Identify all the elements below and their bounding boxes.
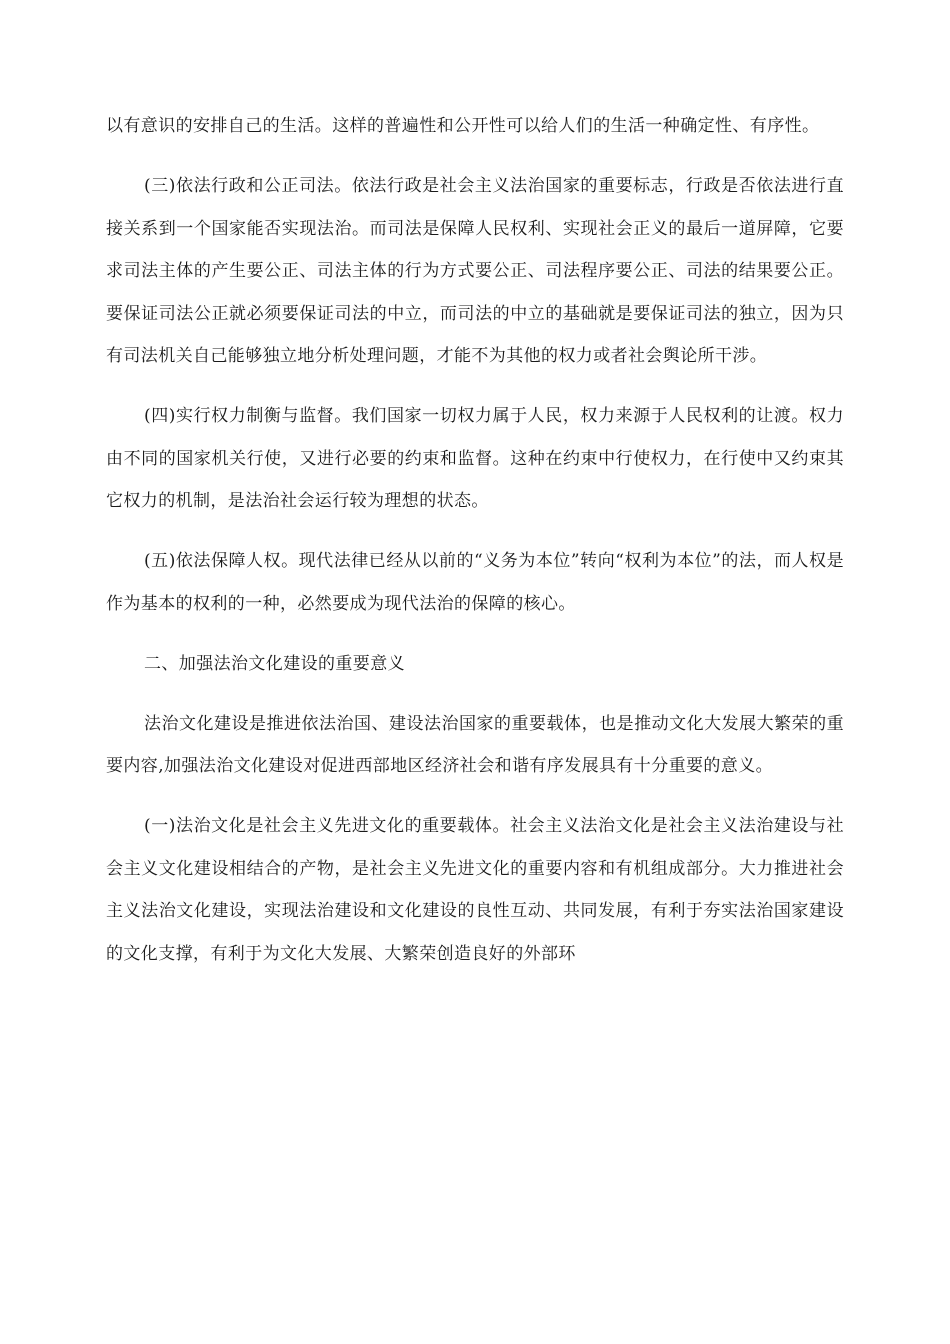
paragraph-section-4: (四)实行权力制衡与监督。我们国家一切权力属于人民，权力来源于人民权利的让渡。权力由不同的国家机关行使，又进行必要的约束和监督。这种在约束中行使权力，在行使中又约束其它权力的机制，是法治社会运行较为理想的状态。 (106, 406, 844, 511)
paragraph-continued: 以有意识的安排自己的生活。这样的普遍性和公开性可以给人们的生活一种确定性、有序性。 (106, 116, 820, 136)
paragraph-section-3: (三)依法行政和公正司法。依法行政是社会主义法治国家的重要标志，行政是否依法进行直接关系到一个国家能否实现法治。而司法是保障人民权利、实现社会正义的最后一道屏障，它要求司法主体的产生要公正、司法主体的行为方式要公正、司法程序要公正、司法的结果要公正。要保证司法公正就必须要保证司法的中立，而司法的中立的基础就是要保证司法的独立，因为只有司法机关自己能够独立地分析处理问题，才能不为其他的权力或者社会舆论所干涉。 (106, 176, 844, 366)
paragraph-section-5: (五)依法保障人权。现代法律已经从以前的“义务为本位”转向“权利为本位”的法，而人权是作为基本的权利的一种，必然要成为现代法治的保障的核心。 (106, 551, 844, 614)
section-heading: 二、加强法治文化建设的重要意义 (144, 653, 405, 674)
document-body (106, 105, 844, 993)
paragraph-subsection-1: (一)法治文化是社会主义先进文化的重要载体。社会主义法治文化是社会主义法治建设与社会主义文化建设相结合的产物，是社会主义先进文化的重要内容和有机组成部分。大力推进社会主义法治文化建设，实现法治建设和文化建设的良性互动、共同发展，有利于夯实法治国家建设的文化支撑，有利于为文化大发展、大繁荣创造良好的外部环 (106, 816, 844, 964)
paragraph-intro-2: 法治文化建设是推进依法治国、建设法治国家的重要载体，也是推动文化大发展大繁荣的重要内容,加强法治文化建设对促进西部地区经济社会和谐有序发展具有十分重要的意义。 (106, 713, 844, 776)
